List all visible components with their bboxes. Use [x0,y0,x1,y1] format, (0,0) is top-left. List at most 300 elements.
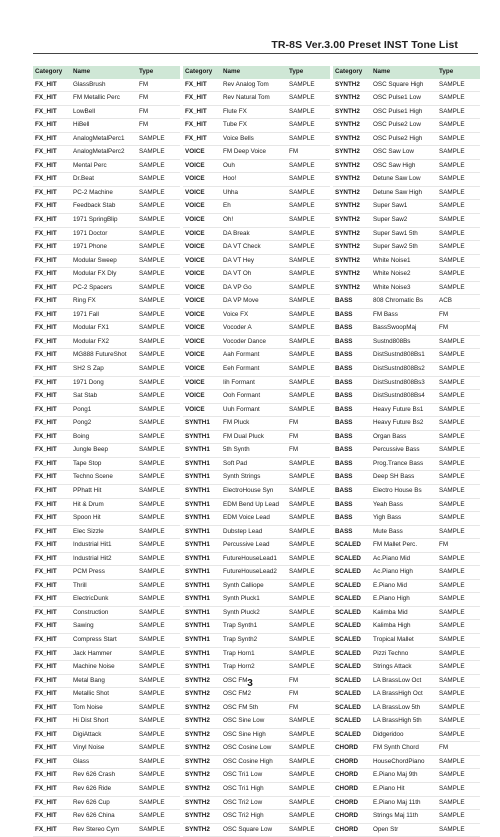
table-row [183,322,330,336]
table-row [333,105,480,119]
type-cell: SAMPLE [137,295,180,309]
type-cell: FM [137,105,180,119]
type-cell: SAMPLE [437,376,480,390]
type-cell: SAMPLE [437,186,480,200]
category-cell: SYNTH1 [183,647,221,661]
category-cell: BASS [333,295,371,309]
type-cell: SAMPLE [287,512,330,526]
name-cell: DA VP Go [221,281,287,295]
category-cell: SYNTH2 [183,823,221,837]
category-cell: SYNTH2 [183,755,221,769]
type-cell: SAMPLE [137,363,180,377]
name-cell: Heavy Future Bs2 [371,417,437,431]
name-cell: OSC Tri2 Low [221,796,287,810]
category-cell: BASS [333,349,371,363]
category-cell: SCALED [333,552,371,566]
name-cell: FutureHouseLead1 [221,552,287,566]
type-cell: SAMPLE [437,633,480,647]
table-row [183,498,330,512]
header-type: Type [287,66,330,79]
table-row [33,457,180,471]
name-cell: DistSustnd808Bs4 [371,390,437,404]
table-row [333,484,480,498]
table-row [333,728,480,742]
name-cell: Rev 626 China [71,810,137,824]
type-cell: SAMPLE [437,810,480,824]
table-row [33,308,180,322]
category-cell: VOICE [183,200,221,214]
category-cell: BASS [333,335,371,349]
type-cell: SAMPLE [437,471,480,485]
category-cell: SYNTH2 [333,132,371,146]
table-row [33,363,180,377]
table-row [33,214,180,228]
type-cell: SAMPLE [437,403,480,417]
category-cell: FX_HIT [33,254,71,268]
table-header [183,66,330,79]
type-cell: FM [287,417,330,431]
category-cell: FX_HIT [33,79,71,92]
name-cell: PCM Press [71,566,137,580]
category-cell: FX_HIT [33,810,71,824]
category-cell: VOICE [183,227,221,241]
table-row [183,539,330,553]
category-cell: BASS [333,498,371,512]
type-cell: FM [287,688,330,702]
category-cell: VOICE [183,186,221,200]
table-row [333,363,480,377]
name-cell: Pong2 [71,417,137,431]
table-row [183,254,330,268]
name-cell: DA VT Check [221,241,287,255]
type-cell: SAMPLE [287,322,330,336]
category-cell: FX_HIT [183,79,221,92]
table-row [33,105,180,119]
type-cell: SAMPLE [137,566,180,580]
category-cell: FX_HIT [33,566,71,580]
name-cell: OSC Pulse1 Low [371,92,437,106]
category-cell: SCALED [333,661,371,675]
type-cell: FM [287,146,330,160]
type-cell: SAMPLE [437,498,480,512]
category-cell: FX_HIT [183,105,221,119]
type-cell: SAMPLE [137,471,180,485]
type-cell: SAMPLE [137,796,180,810]
table-row [33,376,180,390]
table-row [333,810,480,824]
type-cell: SAMPLE [287,633,330,647]
table-row [183,186,330,200]
type-cell: SAMPLE [437,119,480,133]
type-cell: SAMPLE [287,647,330,661]
type-cell: SAMPLE [137,782,180,796]
name-cell: FM Deep Voice [221,146,287,160]
name-cell: Synth Pluck1 [221,593,287,607]
name-cell: Super Saw1 5th [371,227,437,241]
name-cell: LA BrassHigh 5th [371,715,437,729]
table-row [183,335,330,349]
category-cell: SYNTH2 [183,688,221,702]
table-row [183,769,330,783]
name-cell: Techno Scene [71,471,137,485]
category-cell: VOICE [183,335,221,349]
category-cell: VOICE [183,308,221,322]
type-cell: SAMPLE [137,173,180,187]
type-cell: SAMPLE [287,552,330,566]
type-cell: SAMPLE [437,349,480,363]
name-cell: DA Break [221,227,287,241]
name-cell: Heavy Future Bs1 [371,403,437,417]
type-cell: SAMPLE [137,715,180,729]
type-cell: SAMPLE [137,620,180,634]
type-cell: FM [137,79,180,92]
name-cell: Metallic Shot [71,688,137,702]
type-cell: SAMPLE [137,701,180,715]
type-cell: SAMPLE [437,512,480,526]
name-cell: Metal Bang [71,674,137,688]
name-cell: Rev 626 Crash [71,769,137,783]
table-row [183,823,330,837]
category-cell: SCALED [333,728,371,742]
name-cell: FM Mallet Perc. [371,539,437,553]
category-cell: VOICE [183,295,221,309]
name-cell: Didgeridoo [371,728,437,742]
table-row [333,349,480,363]
type-cell: SAMPLE [287,823,330,837]
category-cell: SYNTH1 [183,484,221,498]
category-cell: SYNTH2 [333,105,371,119]
type-cell: SAMPLE [137,335,180,349]
category-cell: FX_HIT [33,146,71,160]
type-cell: SAMPLE [437,566,480,580]
name-cell: 1971 Fall [71,308,137,322]
category-cell: SYNTH2 [333,146,371,160]
table-row [183,593,330,607]
type-cell: SAMPLE [137,728,180,742]
category-cell: SCALED [333,579,371,593]
name-cell: Trap Horn2 [221,661,287,675]
category-cell: FX_HIT [33,471,71,485]
category-cell: SYNTH2 [333,79,371,92]
category-cell: SYNTH2 [183,701,221,715]
type-cell: FM [437,539,480,553]
name-cell: Soft Pad [221,457,287,471]
table-row [333,593,480,607]
name-cell: Jungle Beep [71,444,137,458]
type-cell: SAMPLE [137,742,180,756]
table-row [183,241,330,255]
category-cell: FX_HIT [33,674,71,688]
type-cell: SAMPLE [287,742,330,756]
table-row [33,132,180,146]
type-cell: SAMPLE [137,593,180,607]
category-cell: BASS [333,390,371,404]
table-header [33,66,180,79]
category-cell: SCALED [333,688,371,702]
name-cell: Strings Maj 11th [371,810,437,824]
type-cell: SAMPLE [287,566,330,580]
name-cell: HiBell [71,119,137,133]
name-cell: EDM Voice Lead [221,512,287,526]
name-cell: Detune Saw High [371,186,437,200]
table-row [183,755,330,769]
title-rule [33,53,478,54]
category-cell: CHORD [333,742,371,756]
type-cell: SAMPLE [287,728,330,742]
table-row [183,159,330,173]
name-cell: OSC FM 5th [221,701,287,715]
category-cell: BASS [333,403,371,417]
name-cell: Sat Stab [71,390,137,404]
type-cell: SAMPLE [137,661,180,675]
type-cell: SAMPLE [437,552,480,566]
table-row [183,471,330,485]
category-cell: FX_HIT [33,593,71,607]
type-cell: SAMPLE [287,606,330,620]
table-row [333,457,480,471]
tone-table-right [333,66,480,837]
name-cell: Pizzi Techno [371,647,437,661]
category-cell: SYNTH1 [183,606,221,620]
name-cell: Detune Saw Low [371,173,437,187]
table-row [333,322,480,336]
table-row [183,376,330,390]
table-row [33,159,180,173]
type-cell: SAMPLE [437,755,480,769]
table-row [33,349,180,363]
name-cell: DistSustnd808Bs2 [371,363,437,377]
category-cell: SYNTH1 [183,417,221,431]
table-row [333,227,480,241]
type-cell: SAMPLE [137,755,180,769]
type-cell: SAMPLE [287,132,330,146]
category-cell: BASS [333,444,371,458]
category-cell: VOICE [183,254,221,268]
table-row [333,512,480,526]
category-cell: BASS [333,417,371,431]
category-cell: SYNTH1 [183,539,221,553]
type-cell: SAMPLE [287,525,330,539]
name-cell: 1971 Dong [71,376,137,390]
table-row [183,146,330,160]
table-row [33,444,180,458]
category-cell: FX_HIT [33,457,71,471]
type-cell: SAMPLE [137,214,180,228]
name-cell: Voice Bells [221,132,287,146]
type-cell: SAMPLE [287,159,330,173]
type-cell: SAMPLE [137,674,180,688]
category-cell: FX_HIT [33,823,71,837]
table-row [33,390,180,404]
name-cell: Super Saw2 5th [371,241,437,255]
category-cell: SYNTH2 [333,281,371,295]
type-cell: SAMPLE [437,200,480,214]
table-row [333,214,480,228]
type-cell: SAMPLE [287,92,330,106]
table-row [33,119,180,133]
type-cell: SAMPLE [437,715,480,729]
name-cell: OSC Pulse2 Low [371,119,437,133]
category-cell: FX_HIT [183,119,221,133]
category-cell: SYNTH2 [333,227,371,241]
name-cell: OSC Cosine High [221,755,287,769]
category-cell: FX_HIT [33,755,71,769]
name-cell: Ac.Piano Mid [371,552,437,566]
table-row [33,403,180,417]
table-row [33,186,180,200]
table-row [333,119,480,133]
type-cell: SAMPLE [137,186,180,200]
name-cell: LA BrassLow 5th [371,701,437,715]
type-cell: SAMPLE [437,661,480,675]
header-name: Name [71,66,137,79]
category-cell: FX_HIT [33,769,71,783]
table-row [33,173,180,187]
name-cell: Rev Analog Tom [221,79,287,92]
name-cell: Mental Perc [71,159,137,173]
category-cell: SCALED [333,633,371,647]
category-cell: SYNTH2 [333,268,371,282]
name-cell: OSC Pulse2 High [371,132,437,146]
category-cell: CHORD [333,810,371,824]
type-cell: SAMPLE [137,322,180,336]
type-cell: SAMPLE [137,457,180,471]
name-cell: OSC Sine Low [221,715,287,729]
table-row [183,295,330,309]
table-row [33,566,180,580]
name-cell: Hoo! [221,173,287,187]
category-cell: CHORD [333,755,371,769]
table-row [333,268,480,282]
name-cell: Mute Bass [371,525,437,539]
type-cell: SAMPLE [287,593,330,607]
table-row [333,444,480,458]
name-cell: Machine Noise [71,661,137,675]
table-row [33,661,180,675]
name-cell: FM Dual Pluck [221,430,287,444]
type-cell: SAMPLE [437,254,480,268]
type-cell: SAMPLE [437,417,480,431]
name-cell: Deep SH Bass [371,471,437,485]
type-cell: SAMPLE [437,620,480,634]
table-row [33,633,180,647]
category-cell: SYNTH1 [183,471,221,485]
category-cell: FX_HIT [33,728,71,742]
type-cell: SAMPLE [287,281,330,295]
name-cell: 1971 Doctor [71,227,137,241]
table-row [183,661,330,675]
name-cell: E.Piano Maj 11th [371,796,437,810]
table-row [183,308,330,322]
type-cell: SAMPLE [437,674,480,688]
type-cell: SAMPLE [287,308,330,322]
name-cell: White Noise1 [371,254,437,268]
category-cell: FX_HIT [33,417,71,431]
type-cell: SAMPLE [287,471,330,485]
page-number: 3 [247,678,253,689]
name-cell: ElectricDunk [71,593,137,607]
name-cell: SH2 S Zap [71,363,137,377]
name-cell: Modular FX Dly [71,268,137,282]
type-cell: SAMPLE [137,647,180,661]
table-row [33,539,180,553]
type-cell: SAMPLE [137,403,180,417]
category-cell: SYNTH1 [183,620,221,634]
category-cell: FX_HIT [33,539,71,553]
category-cell: SYNTH1 [183,457,221,471]
type-cell: SAMPLE [437,363,480,377]
table-row [333,430,480,444]
name-cell: OSC FM [221,674,287,688]
category-cell: BASS [333,471,371,485]
name-cell: E.Piano High [371,593,437,607]
name-cell: Hit & Drum [71,498,137,512]
type-cell: SAMPLE [287,227,330,241]
category-cell: SCALED [333,606,371,620]
type-cell: SAMPLE [437,79,480,92]
name-cell: Rev 626 Cup [71,796,137,810]
type-cell: SAMPLE [437,823,480,837]
name-cell: DigiAttack [71,728,137,742]
category-cell: VOICE [183,363,221,377]
table-row [33,620,180,634]
table-row [183,119,330,133]
table-row [33,593,180,607]
table-row [333,539,480,553]
name-cell: PC-2 Spacers [71,281,137,295]
header-name: Name [221,66,287,79]
type-cell: SAMPLE [287,200,330,214]
name-cell: OSC Square Low [221,823,287,837]
type-cell: FM [437,742,480,756]
type-cell: SAMPLE [287,119,330,133]
category-cell: VOICE [183,376,221,390]
name-cell: DA VP Move [221,295,287,309]
header-name: Name [371,66,437,79]
type-cell: SAMPLE [137,539,180,553]
table-row [333,186,480,200]
name-cell: FM Metallic Perc [71,92,137,106]
table-row [333,620,480,634]
type-cell: SAMPLE [287,782,330,796]
table-row [183,403,330,417]
name-cell: Rev 626 Ride [71,782,137,796]
type-cell: SAMPLE [137,200,180,214]
category-cell: VOICE [183,322,221,336]
name-cell: DA VT Oh [221,268,287,282]
name-cell: Modular Sweep [71,254,137,268]
name-cell: BassSwoopMaj [371,322,437,336]
table-row [333,782,480,796]
name-cell: Tropical Mallet [371,633,437,647]
category-cell: SYNTH2 [333,92,371,106]
type-cell: SAMPLE [437,227,480,241]
category-cell: FX_HIT [33,742,71,756]
name-cell: PPhatt Hit [71,484,137,498]
type-cell: SAMPLE [287,810,330,824]
category-cell: SYNTH1 [183,512,221,526]
type-cell: SAMPLE [437,159,480,173]
table-row [333,254,480,268]
name-cell: Rev Natural Tom [221,92,287,106]
type-cell: SAMPLE [137,227,180,241]
name-cell: Feedback Stab [71,200,137,214]
type-cell: SAMPLE [437,214,480,228]
category-cell: SYNTH1 [183,633,221,647]
category-cell: BASS [333,308,371,322]
type-cell: SAMPLE [437,457,480,471]
type-cell: SAMPLE [287,755,330,769]
